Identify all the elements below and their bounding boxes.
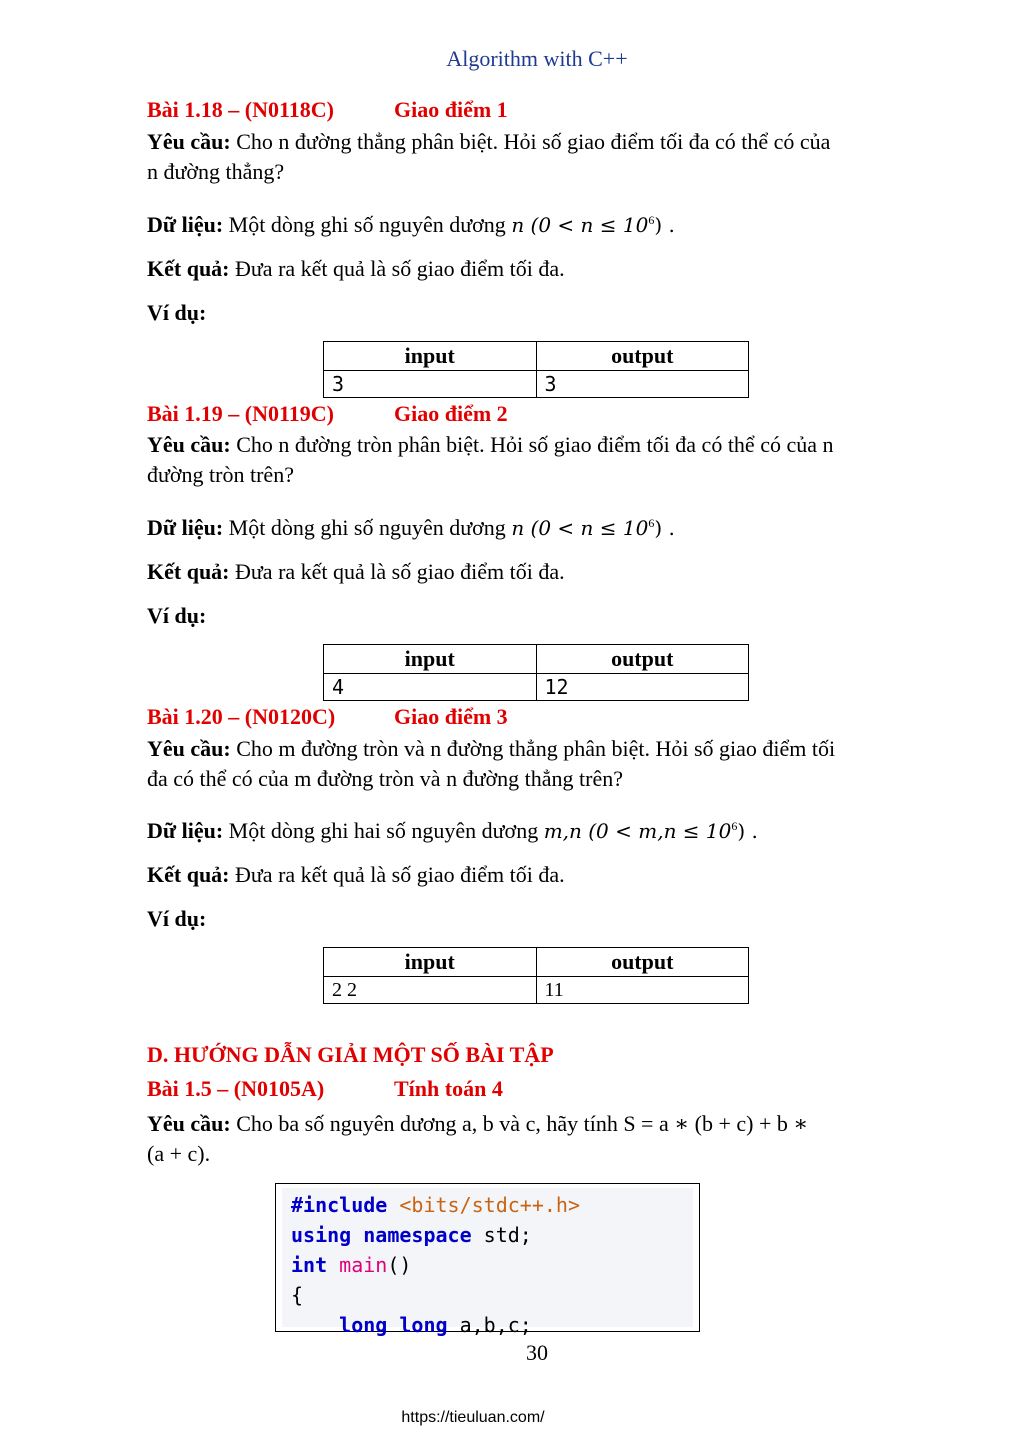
req-text-2: n đường thẳng? — [147, 159, 285, 184]
data-label: Dữ liệu: — [147, 212, 224, 237]
result-text: Đưa ra kết quả là số giao điểm tối đa. — [229, 559, 565, 584]
req-label: Yêu cầu: — [147, 1111, 231, 1136]
output-value: 12 — [536, 674, 749, 701]
code-background — [282, 1188, 693, 1337]
code-text: #include <bits/stdc++.h> using namespace std; int main() { long long a,b,c; — [291, 1193, 580, 1337]
data-math: n (0 < n ≤ 10 — [511, 516, 649, 540]
problem-name: Giao điểm 2 — [394, 401, 508, 426]
problem-result — [147, 557, 927, 587]
data-exponent: 6 — [648, 516, 655, 530]
req-text-2: đa có thể có của m đường tròn và n đường thẳng trên? — [147, 766, 623, 791]
data-end: ) . — [737, 819, 758, 843]
problem-title — [147, 97, 927, 123]
problem-requirement — [147, 127, 927, 187]
problem-requirement — [147, 430, 927, 490]
req-text: Cho n đường thẳng phân biệt. Hỏi số giao điểm tối đa có thể có của — [230, 129, 831, 154]
input-value: 4 — [324, 674, 537, 701]
data-label: Dữ liệu: — [147, 515, 224, 540]
output-header: output — [536, 342, 749, 371]
req-text: Cho n đường tròn phân biệt. Hỏi số giao điểm tối đa có thể có của n — [230, 432, 834, 457]
section-title: D. HƯỚNG DẪN GIẢI MỘT SỐ BÀI TẬP — [147, 1042, 554, 1067]
output-header: output — [536, 645, 749, 674]
input-header: input — [324, 342, 537, 371]
data-exponent: 6 — [731, 819, 738, 833]
problem-name: Giao điểm 3 — [394, 704, 508, 729]
data-label: Dữ liệu: — [147, 818, 224, 843]
problem-data — [147, 811, 927, 846]
problem-title — [147, 704, 927, 730]
example-table — [323, 341, 749, 398]
input-header: input — [324, 948, 537, 977]
example-label: Ví dụ: — [147, 603, 207, 628]
problem-result — [147, 860, 927, 890]
data-math: n (0 < n ≤ 10 — [511, 213, 649, 237]
req-text: Cho m đường tròn và n đường thẳng phân biệt. Hỏi số giao điểm tối — [230, 736, 836, 761]
input-value: 3 — [324, 371, 537, 398]
problem-data — [147, 508, 927, 543]
code-block — [275, 1183, 700, 1337]
example-table — [323, 644, 749, 701]
problem-code: Bài 1.20 – (N0120C) — [147, 704, 336, 729]
req-label: Yêu cầu: — [147, 129, 231, 154]
result-label: Kết quả: — [147, 559, 230, 584]
data-end: ) . — [654, 213, 675, 237]
req-text-2: (a + c). — [147, 1141, 211, 1166]
req-text-2: đường tròn trên? — [147, 462, 294, 487]
output-header: output — [536, 948, 749, 977]
guide-title — [147, 1076, 927, 1102]
problem-code: Bài 1.19 – (N0119C) — [147, 401, 334, 426]
data-exponent: 6 — [648, 213, 655, 227]
output-value: 3 — [536, 371, 749, 398]
problem-name: Giao điểm 1 — [394, 97, 508, 122]
example-label: Ví dụ: — [147, 906, 207, 931]
problem-code: Bài 1.18 – (N0118C) — [147, 97, 334, 122]
req-label: Yêu cầu: — [147, 736, 231, 761]
result-text: Đưa ra kết quả là số giao điểm tối đa. — [229, 862, 565, 887]
example-table — [323, 947, 749, 1004]
problem-title — [147, 401, 927, 427]
output-value: 11 — [536, 977, 749, 1004]
page-number: 30 — [526, 1340, 548, 1365]
guide-requirement — [147, 1109, 927, 1169]
problem-data — [147, 205, 927, 240]
result-label: Kết quả: — [147, 256, 230, 281]
problem-result — [147, 254, 927, 284]
data-text: Một dòng ghi hai số nguyên dương — [223, 818, 544, 843]
input-header: input — [324, 645, 537, 674]
problem-code: Bài 1.5 – (N0105A) — [147, 1076, 325, 1101]
data-end: ) . — [654, 516, 675, 540]
footer-url: https://tieuluan.com/ — [401, 1409, 545, 1426]
data-text: Một dòng ghi số nguyên dương — [223, 515, 512, 540]
result-label: Kết quả: — [147, 862, 230, 887]
req-text: Cho ba số nguyên dương a, b và c, hãy tính S = a ∗ (b + c) + b ∗ — [230, 1111, 809, 1136]
problem-requirement — [147, 734, 927, 794]
example-label: Ví dụ: — [147, 300, 207, 325]
page-header: Algorithm with C++ — [446, 46, 628, 71]
result-text: Đưa ra kết quả là số giao điểm tối đa. — [229, 256, 565, 281]
problem-name: Tính toán 4 — [394, 1076, 503, 1101]
data-text: Một dòng ghi số nguyên dương — [223, 212, 512, 237]
data-math: m,n (0 < m,n ≤ 10 — [543, 819, 732, 843]
input-value: 2 2 — [324, 977, 537, 1004]
req-label: Yêu cầu: — [147, 432, 231, 457]
